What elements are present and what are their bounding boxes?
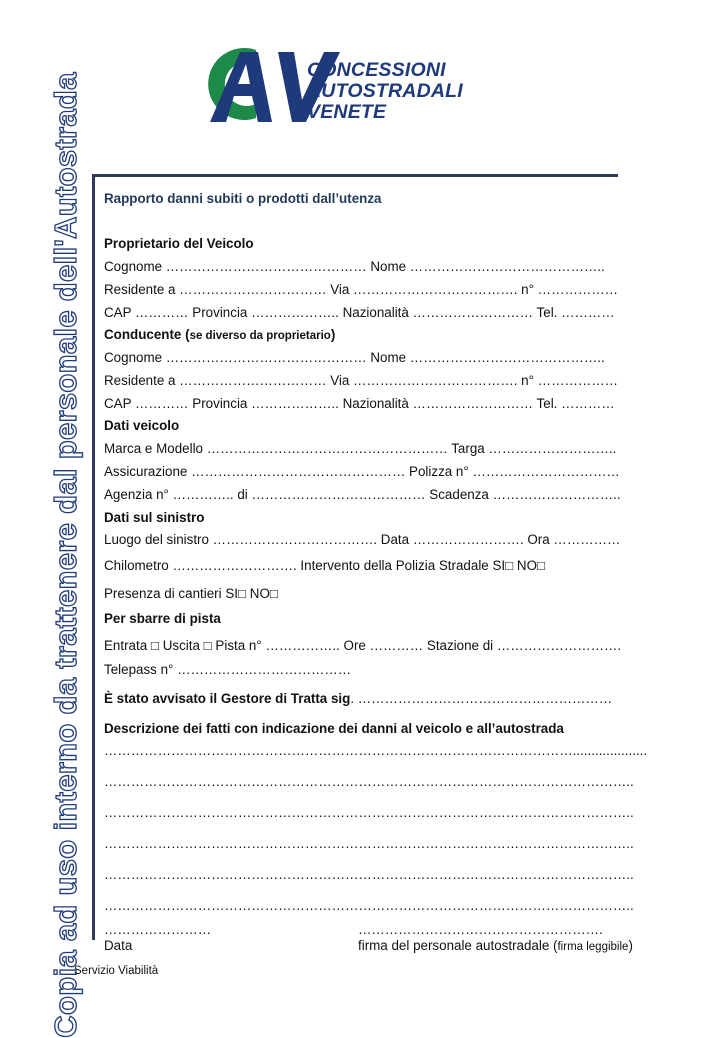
barrier-heading: Per sbarre di pista	[104, 611, 221, 626]
description-heading: Descrizione dei fatti con indicazione dei danni al veicolo e all’autostrada	[104, 721, 564, 736]
owner-contact-row[interactable]: CAP ………… Provincia ……………….. Nazionalità ……………………… Tel. …………	[104, 305, 615, 320]
left-rule	[92, 174, 95, 940]
date-field[interactable]: ……………………	[104, 922, 212, 937]
signature-label: firma del personale autostradale (firma leggibile)	[358, 938, 633, 953]
description-line-4[interactable]: ………………………………………………………………………………………………………..	[104, 836, 634, 851]
driver-contact-row[interactable]: CAP ………… Provincia ……………….. Nazionalità ……………………… Tel. …………	[104, 396, 615, 411]
company-name	[307, 60, 463, 123]
driver-name-row[interactable]: Cognome ……………………………………… Nome ……………………………………..	[104, 350, 605, 365]
logo-line-2: AUTOSTRADALI	[307, 80, 463, 102]
description-line-2[interactable]: ………………………………………………………………………………………………………..	[104, 774, 634, 789]
telepass-row[interactable]: Telepass n° …………………………………	[104, 662, 352, 677]
top-rule	[93, 174, 618, 177]
footer-text: Servizio Viabilità	[74, 965, 159, 977]
vehicle-insurance-row[interactable]: Assicurazione ………………………………………… Polizza n° ……………………………	[104, 464, 620, 479]
logo-line-3: VENETE	[307, 101, 387, 123]
owner-address-row[interactable]: Residente a …………………………… Via ………………………………. n° ………………	[104, 282, 619, 297]
description-line-5[interactable]: ………………………………………………………………………………………………………..	[104, 867, 634, 882]
accident-heading: Dati sul sinistro	[104, 510, 205, 525]
barrier-entry-row[interactable]: Entrata □ Uscita □ Pista n° …………….. Ore ………… Stazione di ……………………….	[104, 638, 622, 653]
vehicle-agency-row[interactable]: Agenzia n° ………….. di ………………………………… Scadenza ………………………..	[104, 487, 621, 502]
form-title: Rapporto danni subiti o prodotti dall’utenza	[104, 191, 382, 206]
driver-address-row[interactable]: Residente a …………………………… Via ………………………………. n° ………………	[104, 373, 619, 388]
driver-heading: Conducente (se diverso da proprietario)	[104, 327, 336, 342]
logo-line-1: CONCESSIONI	[307, 59, 446, 81]
description-line-6[interactable]: ………………………………………………………………………………………………………..	[104, 898, 634, 913]
accident-place-row[interactable]: Luogo del sinistro ………………………………. Data ……………………. Ora ……………	[104, 532, 621, 547]
vehicle-model-row[interactable]: Marca e Modello ……………………………………………… Targa ………………………..	[104, 441, 617, 456]
worksite-row[interactable]: Presenza di cantieri SI□ NO□	[104, 586, 278, 601]
description-line-1[interactable]: ……………………………………………………………………………………………....................	[104, 743, 648, 758]
vehicle-heading: Dati veicolo	[104, 418, 180, 433]
owner-name-row[interactable]: Cognome ……………………………………… Nome ……………………………………..	[104, 259, 605, 274]
accident-km-row[interactable]: Chilometro ………………………. Intervento della Polizia Stradale SI□ NO□	[104, 558, 546, 573]
owner-heading: Proprietario del Veicolo	[104, 236, 254, 251]
manager-row[interactable]: È stato avvisato il Gestore di Tratta sig. …………………………………………………	[104, 691, 613, 706]
signature-field[interactable]: ……………………………………………….	[358, 922, 603, 937]
description-line-3[interactable]: ………………………………………………………………………………………………………..	[104, 805, 634, 820]
side-caption: Copia ad uso interno da trattenere dal personale dell'Autostrada	[48, 72, 83, 1038]
date-label: Data	[104, 938, 133, 953]
